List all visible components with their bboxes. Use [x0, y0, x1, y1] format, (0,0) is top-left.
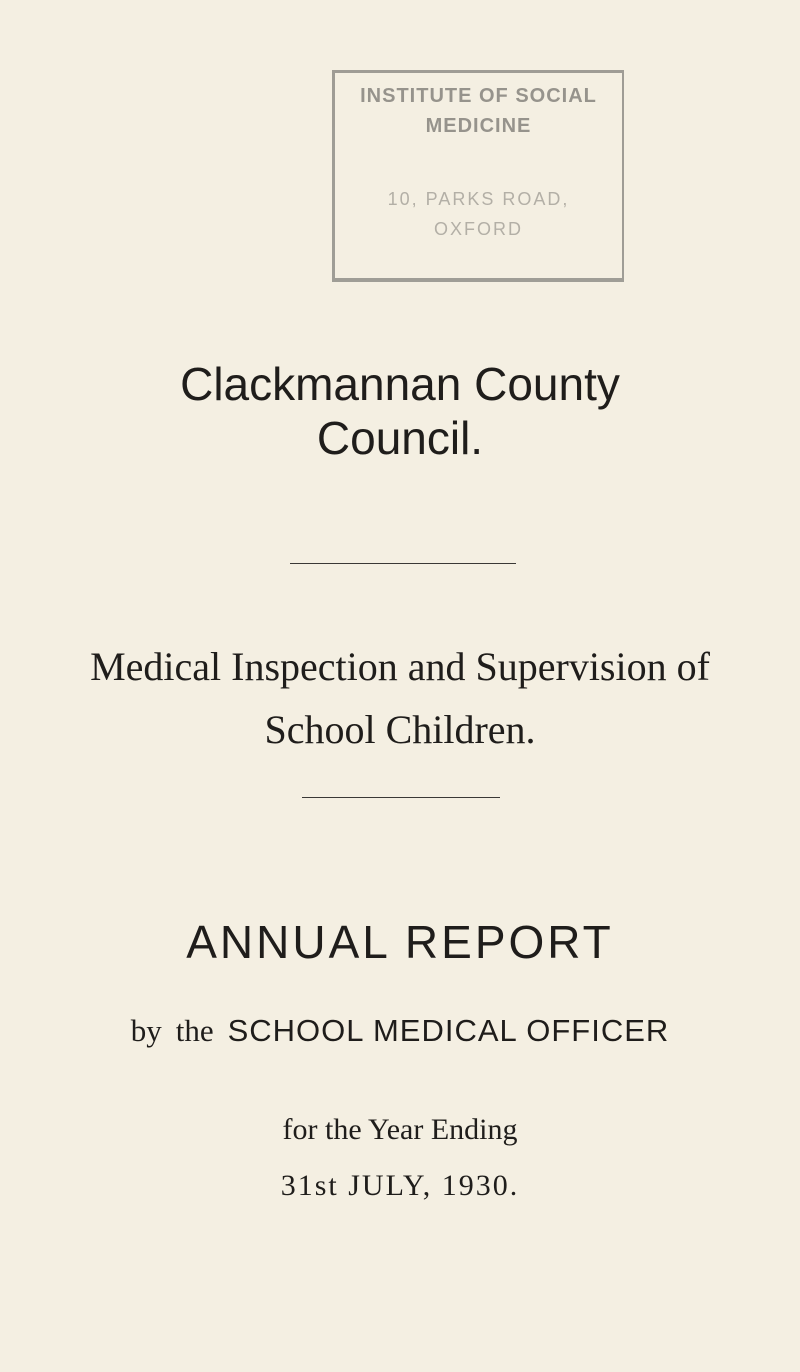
report-period-line1: for the Year Ending	[282, 1113, 518, 1146]
byline-officer: SCHOOL MEDICAL OFFICER	[227, 1013, 670, 1048]
byline-the: the	[175, 1013, 214, 1048]
council-title-line2: Council.	[316, 412, 484, 464]
divider-rule	[302, 797, 500, 798]
council-title-line1: Clackmannan County	[180, 358, 620, 410]
report-byline	[0, 1011, 800, 1051]
library-stamp	[332, 70, 624, 282]
divider-rule	[290, 563, 516, 564]
subtitle-line1: Medical Inspection and Supervision of	[90, 644, 710, 689]
stamp-institute-name-2: MEDICINE	[425, 115, 532, 137]
stamp-address-city: OXFORD	[433, 219, 523, 239]
byline-by: by	[130, 1013, 162, 1048]
report-heading: ANNUAL REPORT	[186, 916, 614, 968]
stamp-institute-name: INSTITUTE OF SOCIAL	[360, 85, 597, 107]
report-period-line2: 31st JULY, 1930.	[280, 1169, 520, 1202]
stamp-address-street: 10, PARKS ROAD,	[387, 189, 570, 209]
subtitle-line2: School Children.	[264, 707, 536, 752]
